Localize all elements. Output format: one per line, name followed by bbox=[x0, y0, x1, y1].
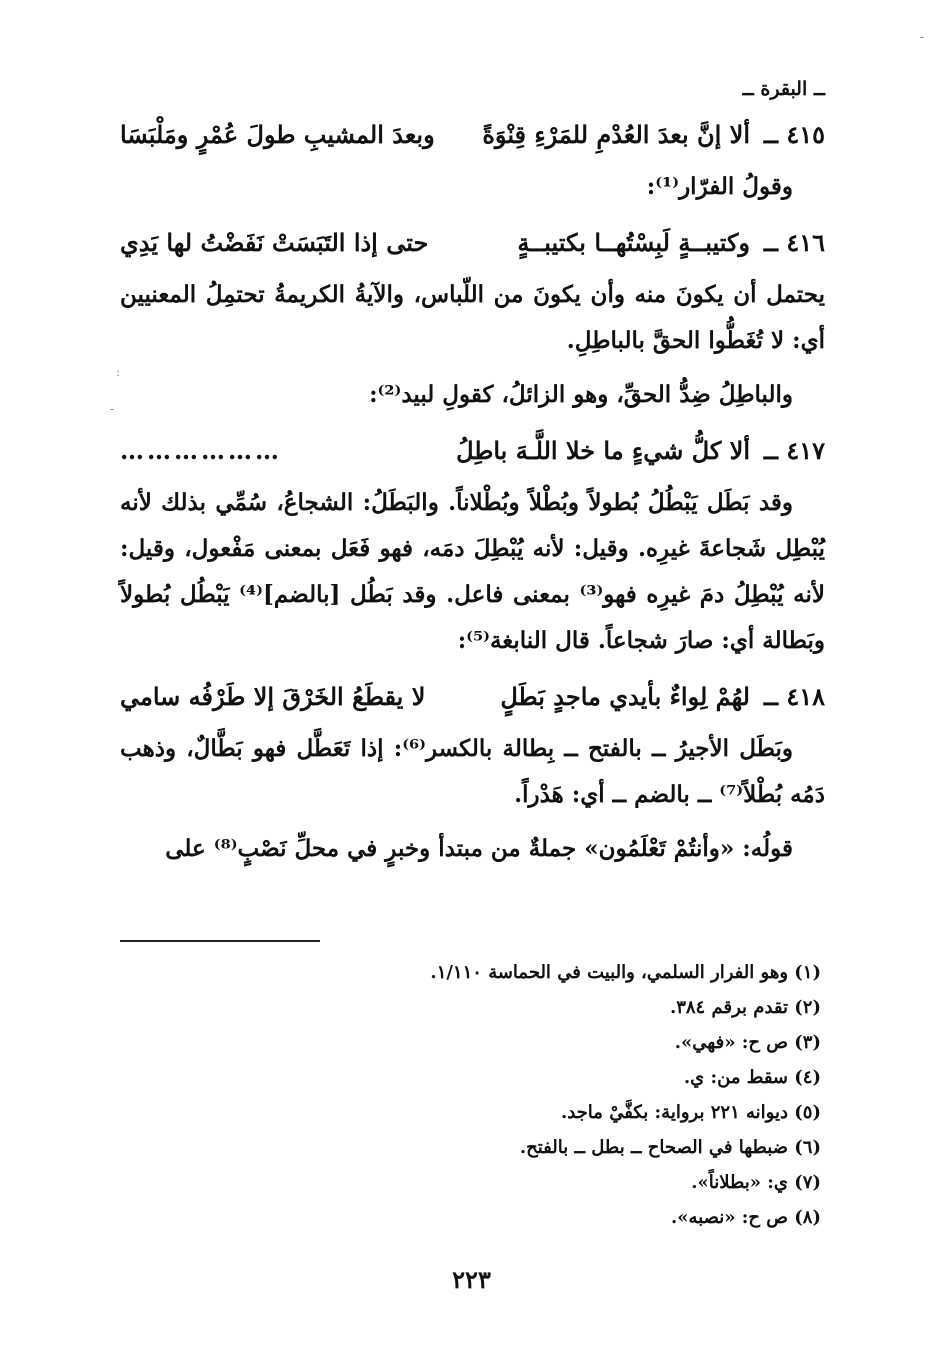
verse-418 bbox=[120, 672, 825, 722]
scan-speck: ː bbox=[116, 365, 121, 379]
footnote-divider bbox=[120, 940, 320, 942]
verse-number: ٤١٨ ــ bbox=[763, 682, 825, 711]
paragraph: وبَطَل الأجيرُ ــ بالفتح ــ بِطالة بالكسر⁽⁶⁾: إذا تَعَطَّل فهو بَطَّالٌ، وذهب دَمُه بُطْلاً⁽⁷⁾ ــ بالضم ــ أي: هَدْراً. bbox=[120, 735, 825, 808]
verse-416 bbox=[120, 218, 825, 268]
verse-hemistich-first: ألا كلُّ شيءٍ ما خلا اللَّـهَ باطِلُ bbox=[456, 436, 750, 465]
verse-ellipsis: ……………… bbox=[120, 436, 282, 465]
verse-417 bbox=[120, 426, 825, 476]
scan-speck: - bbox=[110, 402, 115, 416]
paragraph: والباطِلُ ضِدُّ الحقِّ، وهو الزائلُ، كقولِ لبيد⁽²⁾: bbox=[369, 381, 793, 408]
footnote: (٢) تقدم برقم ٣٨٤. bbox=[669, 997, 821, 1018]
footnote: (٣) ص ح: «فهي». bbox=[674, 1032, 821, 1053]
footnotes bbox=[221, 955, 821, 1235]
page-number: ٢٢٣ bbox=[452, 1265, 491, 1294]
paragraph: وقد بَطَل يَبْطُلُ بُطولاً وبُطْلاً وبُطْلاناً. والبَطَلُ: الشجاعُ، سُمِّي بذلك لأنه يُبْطِل شَجاعةَ غيرِه. وقيل: لأنه يُبْطِلَ دمَه، فهو فَعَل بمعنى مَفْعول، وقيل: لأنه يُبْطِلُ دمَ غيرِه فهو⁽³⁾ بمعنى فاعل. وقد بَطُل [بالضم]⁽⁴⁾ يَبْطُل بُطولاً وبَطالة أي: صارَ شجاعاً. قال النابغة⁽⁵⁾: bbox=[120, 489, 826, 654]
footnote: (٦) ضبطها في الصحاح ــ بطل ــ بالفتح. bbox=[519, 1137, 821, 1158]
footnote: (٤) سقط من: ي. bbox=[683, 1067, 821, 1088]
paragraph: يحتمل أن يكونَ منه وأن يكونَ من اللّباس، والآيةُ الكريمةُ تحتمِلُ المعنيين أي: لا تُغَطُّوا الحقَّ بالباطِلِ. bbox=[120, 281, 825, 354]
verse-415 bbox=[120, 110, 825, 160]
verse-hemistich-first: لهُمْ لِواءٌ بأيدي ماجدٍ بَطَلٍ bbox=[500, 682, 750, 711]
verse-number: ٤١٥ ــ bbox=[763, 120, 825, 149]
verse-number: ٤١٧ ــ bbox=[763, 436, 825, 465]
verse-hemistich-second: لا يقطَعُ الخَرْقَ إلا طَرْفُه سامي bbox=[120, 682, 426, 711]
running-header: ــ البقرة ــ bbox=[742, 78, 825, 100]
paragraph: قولُه: «وأنتُمْ تَعْلَمُون» جملةٌ من مبتدأ وخبرٍ في محلِّ نَصْبٍ⁽⁸⁾ على bbox=[165, 835, 793, 862]
footnote: (٨) ص ح: «نصبه». bbox=[670, 1207, 821, 1228]
verse-number: ٤١٦ ــ bbox=[763, 228, 825, 257]
paragraph: وقولُ الفرّار⁽¹⁾: bbox=[646, 173, 793, 200]
footnote: (٥) ديوانه ٢٢١ برواية: بكفَّيْ ماجد. bbox=[560, 1102, 821, 1123]
verse-hemistich-first: وكتيبــةٍ لَبِسْتُهــا بكتيبــةٍ bbox=[517, 228, 750, 257]
scan-speck: - bbox=[920, 30, 925, 44]
footnote: (١) وهو الفرار السلمي، والبيت في الحماسة ١/١١٠. bbox=[430, 962, 821, 983]
verse-hemistich-first: ألا إنَّ بعدَ العُدْمِ للمَرْءِ قِنْوَةً bbox=[482, 120, 750, 149]
verse-hemistich-second: حتى إذا التَبَسَتْ نَفَضْتُ لها يَدِي bbox=[120, 228, 429, 257]
verse-hemistich-second: وبعدَ المشيبِ طولَ عُمْرٍ ومَلْبَسَا bbox=[120, 120, 435, 149]
footnote: (٧) ي: «بطلاناً». bbox=[691, 1172, 821, 1193]
